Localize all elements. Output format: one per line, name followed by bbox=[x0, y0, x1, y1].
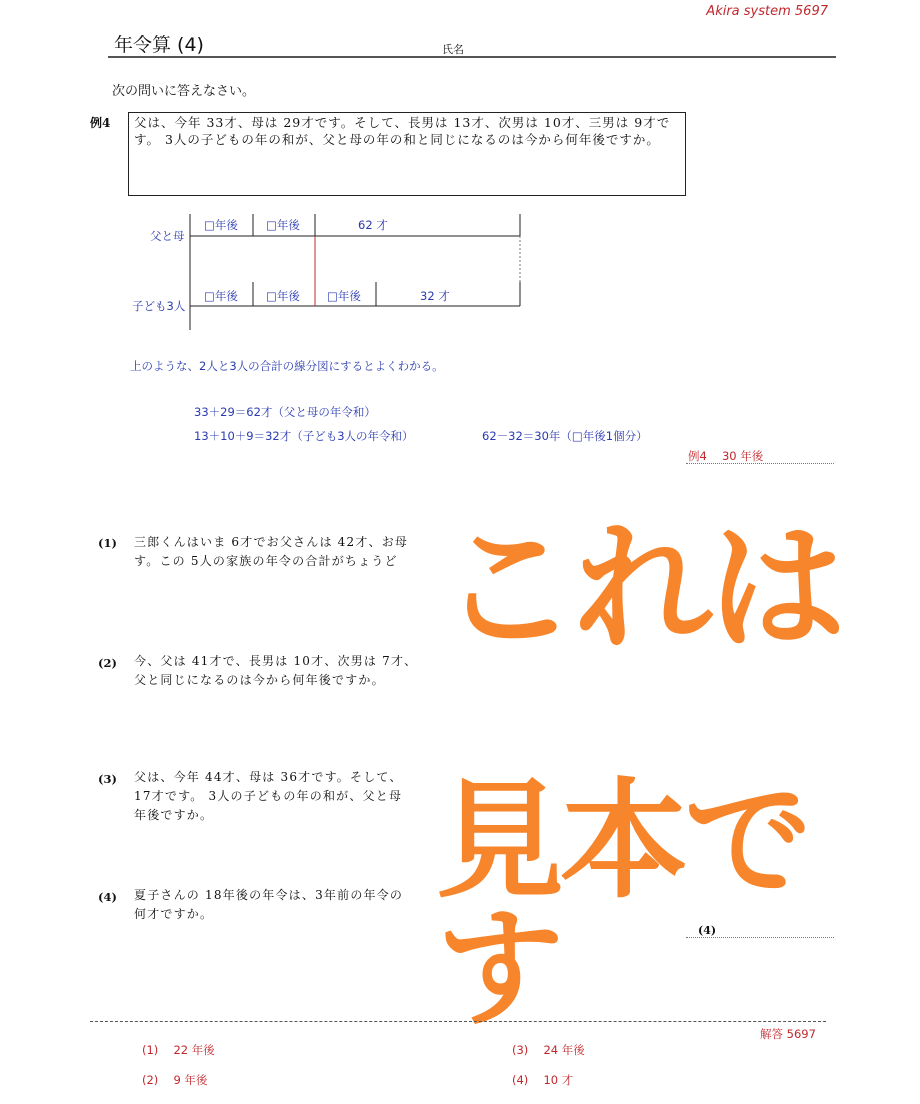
question-line: 年後ですか。 bbox=[134, 808, 214, 822]
question-text bbox=[134, 652, 434, 690]
row-label-children: 子ども3人 bbox=[132, 299, 186, 313]
question-line: 17才です。 3人の子どもの年の和が、父と母 bbox=[134, 789, 403, 803]
name-field-label: 氏名 bbox=[442, 43, 464, 56]
answer-1: (1) 22 年後 bbox=[142, 1043, 215, 1057]
brand-label: Akira system 5697 bbox=[706, 4, 828, 19]
question-line: 三郎くんはいま 6才でお父さんは 42才、お母 bbox=[134, 535, 409, 549]
header-rule bbox=[108, 56, 836, 58]
question-number: (2) bbox=[98, 656, 117, 670]
answer-blank-line bbox=[686, 937, 834, 938]
answer-3: (3) 24 年後 bbox=[512, 1043, 585, 1057]
question-number: (3) bbox=[98, 772, 117, 786]
question-text bbox=[134, 533, 434, 571]
calc-line-1: 33＋29＝62才（父と母の年令和） bbox=[194, 405, 376, 419]
question-text bbox=[134, 886, 434, 924]
question-line: 何才ですか。 bbox=[134, 907, 214, 921]
question-line: 父は、今年 44才、母は 36才です。そして、 bbox=[134, 770, 403, 784]
question-number: (4) bbox=[98, 890, 117, 904]
row2-value: 32 才 bbox=[420, 289, 450, 303]
answer-blank-label: (4) bbox=[698, 924, 717, 937]
example-answer-line bbox=[686, 463, 834, 464]
question-line: 夏子さんの 18年後の年令は、3年前の年令の bbox=[134, 888, 404, 902]
example-label: 例4 bbox=[90, 116, 111, 130]
instruction-text: 次の問いに答えなさい。 bbox=[112, 84, 256, 99]
question-line: 父と同じになるのは今から何年後ですか。 bbox=[134, 673, 385, 687]
cell-years-later: □年後 bbox=[266, 289, 300, 303]
sample-watermark: 見本です bbox=[436, 767, 809, 1044]
diagram-lines bbox=[120, 206, 540, 336]
question-number: (1) bbox=[98, 536, 117, 550]
answer-2: (2) 9 年後 bbox=[142, 1073, 208, 1087]
example-text: 父は、今年 33才、母は 29才です。そして、長男は 13才、次男は 10才、三男は 9才です。 3人の子どもの年の和が、父と母の年の和と同じになるのは今から何年後ですか。 bbox=[134, 115, 671, 147]
row1-value: 62 才 bbox=[358, 218, 388, 232]
calc-line-3: 62－32＝30年（□年後1個分） bbox=[482, 429, 648, 443]
cell-years-later: □年後 bbox=[204, 289, 238, 303]
page-title: 年令算 (4) bbox=[114, 34, 204, 56]
example-answer: 例4 30 年後 bbox=[688, 449, 764, 463]
line-segment-diagram bbox=[120, 206, 540, 336]
cell-years-later: □年後 bbox=[266, 218, 300, 232]
calc-line-2: 13＋10＋9＝32才（子ども3人の年令和） bbox=[194, 429, 414, 443]
sample-watermark: これは bbox=[440, 508, 843, 669]
question-line: 今、父は 41才で、長男は 10才、次男は 7才、 bbox=[134, 654, 418, 668]
question-text bbox=[134, 768, 434, 825]
answer-key-label: 解答 5697 bbox=[760, 1027, 816, 1041]
row-label-parents: 父と母 bbox=[150, 229, 185, 243]
question-line: す。この 5人の家族の年令の合計がちょうど bbox=[134, 554, 398, 568]
cell-years-later: □年後 bbox=[204, 218, 238, 232]
cell-years-later: □年後 bbox=[327, 289, 361, 303]
explanation-text: 上のような、2人と3人の合計の線分図にするとよくわかる。 bbox=[130, 359, 444, 373]
answer-4: (4) 10 才 bbox=[512, 1073, 574, 1087]
cut-line bbox=[90, 1021, 826, 1022]
